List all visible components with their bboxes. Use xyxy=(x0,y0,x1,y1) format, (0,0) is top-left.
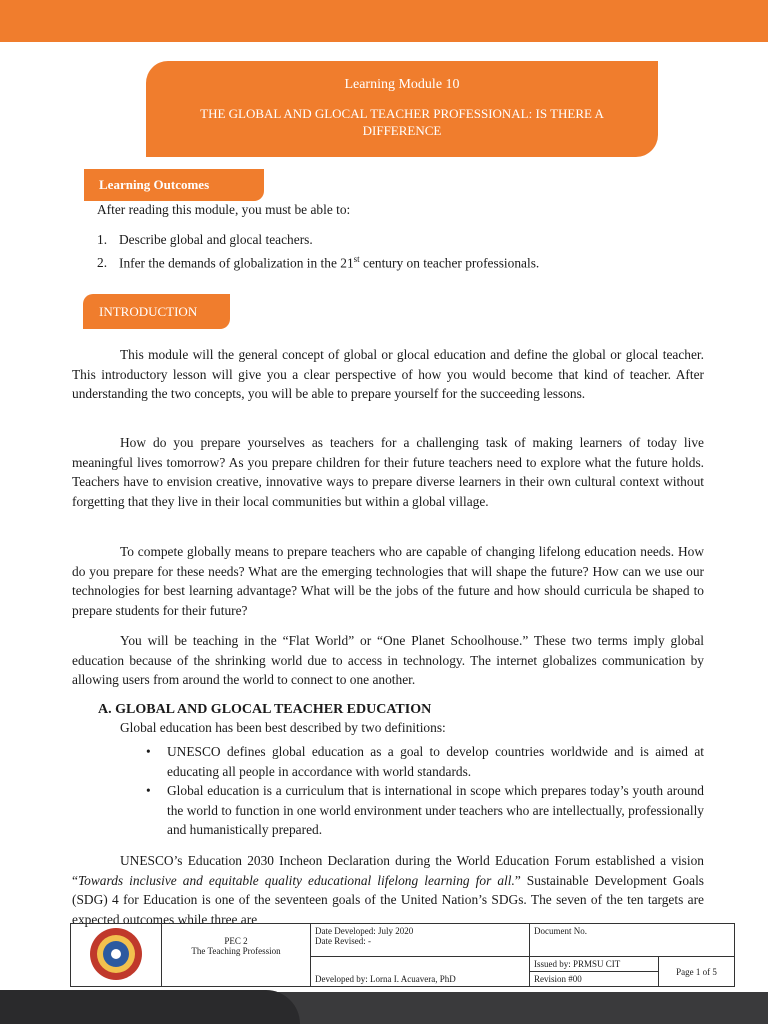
intro-paragraph-2: How do you prepare yourselves as teachers for a challenging task of making learners of today live meaningful lives tomorrow? As you prepare children for their future teachers need to explore what the future holds. Teachers have to envision creative, innovative ways to prepare diverse learners in their own cultural context without forgetting that they live in their local communities but within a global village. xyxy=(72,435,704,509)
intro-paragraph-1: This module will the general concept of global or glocal education and define the global or glocal teacher. This introductory lesson will give you a clear perspective of how you would become that kind of teacher. After understanding the two concepts, you will be able to prepare yourself for the succeeding lessons. xyxy=(72,347,704,401)
module-title: THE GLOBAL AND GLOCAL TEACHER PROFESSIONAL: IS THERE A DIFFERENCE xyxy=(200,106,604,138)
list-item: • Global education is a curriculum that is international in scope which prepares today’s youth around the world to function in one world environment under teachers who are intellectually, professionally and humanistically prepared. xyxy=(146,783,704,837)
outcomes-list xyxy=(97,230,539,270)
bullet-icon: • xyxy=(146,783,151,798)
bottom-dark-wave xyxy=(0,990,300,1024)
developed-by-cell: Developed by: Lorna I. Acuavera, PhD xyxy=(311,957,530,987)
document-no-cell: Document No. xyxy=(530,924,735,957)
intro-paragraph-3: To compete globally means to prepare teachers who are capable of changing lifelong education needs. How do you prepare for these needs? What are the emerging technologies that will shape the future? How can we use our technologies for best learning advantage? What will be the jobs of the future and how should curricula be shaped to prepare students for their future? xyxy=(72,544,704,618)
course-cell: PEC 2 The Teaching Profession xyxy=(162,924,311,987)
revision-cell: Revision #00 xyxy=(530,972,659,987)
gear-seal-icon xyxy=(87,926,145,982)
section-a-intro: Global education has been best described by two definitions: xyxy=(120,720,446,735)
learning-outcomes-label: Learning Outcomes xyxy=(84,169,264,201)
top-orange-bar xyxy=(0,0,768,42)
section-a-paragraph: UNESCO’s Education 2030 Incheon Declaration during the World Education Forum established a vision “Towards inclusive and equitable quality educational lifelong learning for all.” Sustainable Development Goals (SDG) 4 for Education is one of the seventeen goals of the United Nation’s SDGs. The seven of the ten targets are expected outcomes while three are xyxy=(72,853,704,927)
bullet-icon: • xyxy=(146,744,151,759)
list-item: • UNESCO defines global education as a goal to develop countries worldwide and is aimed at educating all people in accordance with world standards. xyxy=(146,744,704,779)
section-a-bullets xyxy=(146,742,704,840)
module-title-box xyxy=(146,61,658,157)
section-a-heading: A. GLOBAL AND GLOCAL TEACHER EDUCATION xyxy=(98,702,432,717)
list-item: 1. Describe global and glocal teachers. xyxy=(97,232,313,247)
intro-paragraph-4: You will be teaching in the “Flat World” or “One Planet Schoolhouse.” These two terms imply global education because of the shrinking world due to access in technology. The internet globalizes communication by allowing users from around the world to connect to one another. xyxy=(72,633,704,687)
dates-cell: Date Developed: July 2020 Date Revised: - xyxy=(311,924,530,957)
outcomes-lead: After reading this module, you must be able to: xyxy=(97,202,351,217)
page-number-cell: Page 1 of 5 xyxy=(659,957,735,987)
document-footer-table xyxy=(70,923,735,987)
list-item: 2. Infer the demands of globalization in the 21st century on teacher professionals. xyxy=(97,254,540,271)
issued-by-cell: Issued by: PRMSU CIT xyxy=(530,957,659,972)
university-logo xyxy=(71,924,162,987)
module-number: Learning Module 10 xyxy=(344,77,460,92)
introduction-label: INTRODUCTION xyxy=(83,294,230,329)
